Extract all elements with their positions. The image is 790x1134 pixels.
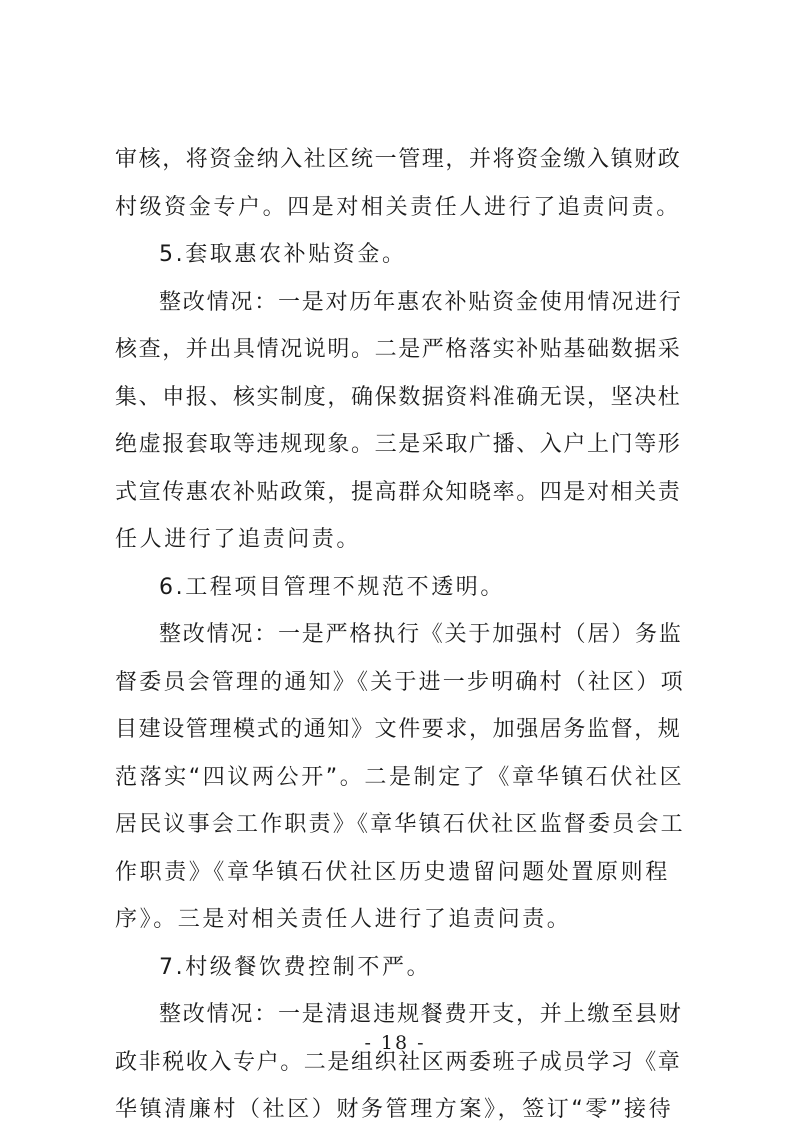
text-line: 整改情况：一是对历年惠农补贴资金使用情况进行 (159, 289, 683, 315)
text-line: 督委员会管理的通知》《关于进一步明确村（社区）项 (115, 669, 685, 695)
page-number: - 18 - (364, 1032, 426, 1054)
text-line: 绝虚报套取等违规现象。三是采取广播、入户上门等形 (115, 432, 682, 457)
text-line: 集、申报、核实制度，确保数据资料准确无误，坚决杜 (115, 384, 682, 410)
text-line: 式宣传惠农补贴政策，提高群众知晓率。四是对相关责 (115, 479, 682, 505)
text-line: 序》。三是对相关责任人进行了追责问责。 (115, 907, 572, 932)
text-line: 核查，并出具情况说明。二是严格落实补贴基础数据采 (115, 337, 682, 362)
text-line: 5.套取惠农补贴资金。 (159, 242, 407, 267)
text-line: 6.工程项目管理不规范不透明。 (159, 574, 505, 600)
text-line: 审核，将资金纳入社区统一管理，并将资金缴入镇财政 (115, 147, 682, 172)
text-line: 华镇清廉村（社区）财务管理方案》，签订“零”接待 (115, 1097, 674, 1122)
text-line: 政非税收入专户。二是组织社区两委班子成员学习《章 (115, 1049, 682, 1075)
text-line: 7.村级餐饮费控制不严。 (159, 954, 432, 980)
text-line: 整改情况：一是清退违规餐费开支，并上缴至县财 (159, 1002, 683, 1027)
text-line: 任人进行了追责问责。 (115, 527, 362, 552)
text-line: 居民议事会工作职责》《章华镇石伏社区监督委员会工 (115, 812, 685, 837)
body-text (115, 136, 685, 1134)
text-line: 范落实“四议两公开”。二是制定了《章华镇石伏社区 (115, 764, 685, 790)
text-line: 村级资金专户。四是对相关责任人进行了追责问责。 (115, 194, 681, 220)
text-line: 整改情况：一是严格执行《关于加强村（居）务监 (159, 622, 683, 647)
text-line: 目建设管理模式的通知》文件要求，加强居务监督，规 (115, 717, 682, 742)
text-line: 作职责》《章华镇石伏社区历史遗留问题处置原则程 (115, 859, 670, 885)
